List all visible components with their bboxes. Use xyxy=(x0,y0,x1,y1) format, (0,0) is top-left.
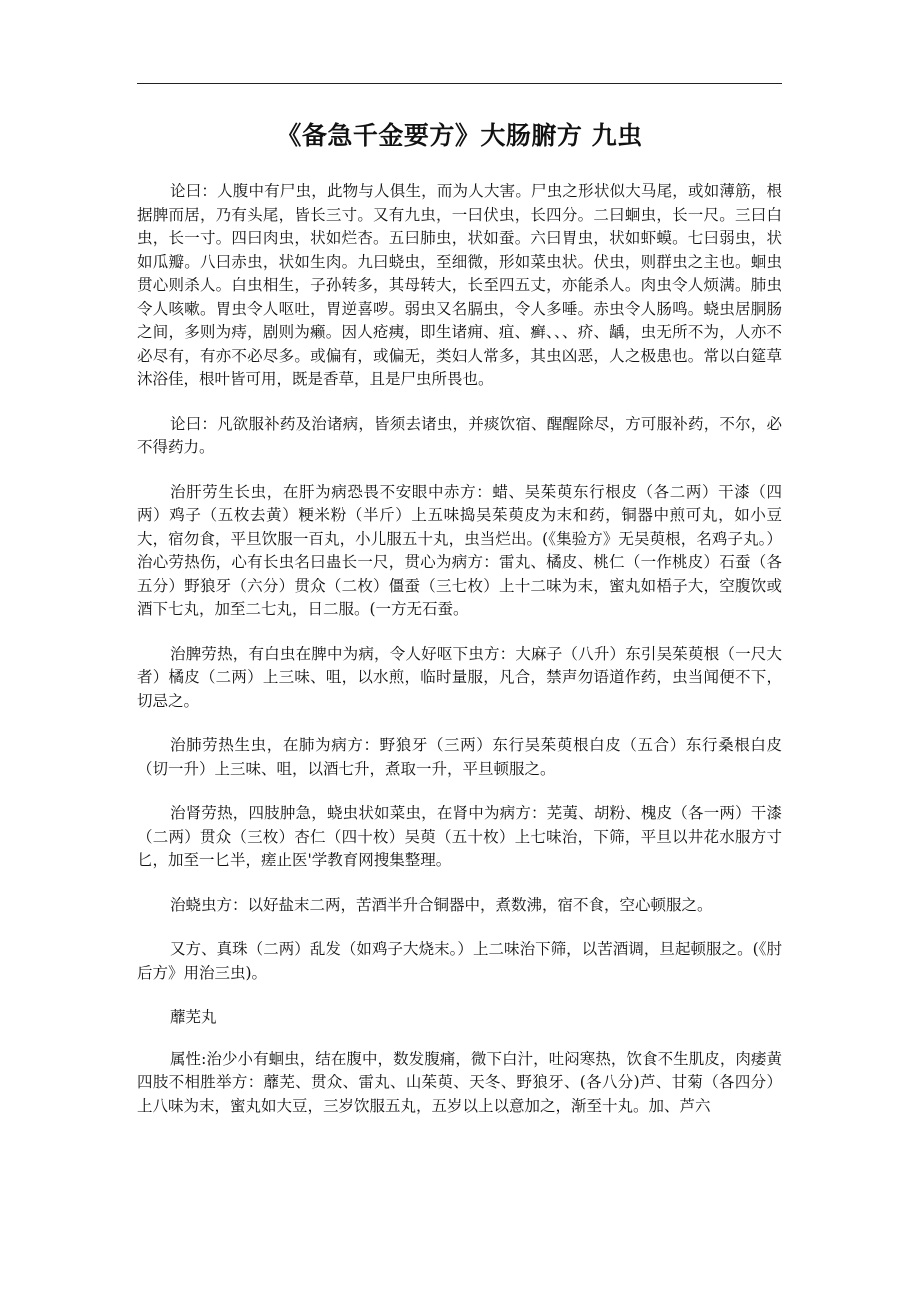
paragraph-mi-wu-wan-properties: 属性:治少小有蛔虫，结在腹中，数发腹痛，微下白汁，吐闷寒热，饮食不生肌皮，肉痿黄四肢不相胜举方：蘼芜、贯众、雷丸、山茱萸、天冬、野狼牙、(各八分)芦、甘菊（各四分）上八味为末，蜜丸如大豆，三岁饮服五丸，五岁以上以意加之，渐至十丸。加、芦六 xyxy=(137,1049,782,1115)
paragraph-lun-yue-nine-worms: 论曰：人腹中有尸虫，此物与人俱生，而为人大害。尸虫之形状似大马尾，或如薄筋，根据脾而居，乃有头尾，皆长三寸。又有九虫，一曰伏虫，长四分。二曰蛔虫，长一尺。三曰白虫，长一寸。四曰肉虫，状如烂杏。五曰肺虫，状如蚕。六曰胃虫，状如虾蟆。七曰弱虫，状如瓜瓣。八曰赤虫，状如生肉。九曰蛲虫，至细微，形如菜虫状。伏虫，则群虫之主也。蛔虫贯心则杀人。白虫相生，子孙转多，其母转大，长至四五丈，亦能杀人。肉虫令人烦满。肺虫令人咳嗽。胃虫令人呕吐，胃逆喜哕。弱虫又名膈虫，令人多唾。赤虫令人肠鸣。蛲虫居胴肠之间，多则为痔，剧则为癞。因人疮痍，即生诸痈、疽、癣、、、疥、龋，虫无所不为，人亦不必尽有，有亦不必尽多。或偏有，或偏无，类妇人常多，其虫凶恶，人之极患也。常以白筵草沐浴佳，根叶皆可用，既是香草，且是尸虫所畏也。 xyxy=(137,182,782,388)
section-heading-mi-wu-wan: 蘼芜丸 xyxy=(170,1008,217,1026)
paragraph-liver-heart-formula: 治肝劳生长虫，在肝为病恐畏不安眼中赤方：蜡、吴茱萸东行根皮（各二两）干漆（四两）鸡子（五枚去黄）粳米粉（半斤）上五味捣吴茱萸皮为末和药，铜器中煎可丸，如小豆大，宿勿食，平旦饮服一百丸，小儿服五十丸，虫当烂出。(《集验方》无吴萸根，名鸡子丸。）治心劳热伤，心有长虫名曰蛊长一尺，贯心为病方：雷丸、橘皮、桃仁（一作桃皮）石蚕（各五分）野狼牙（六分）贯众（二枚）僵蚕（三七枚）上十二味为末，蜜丸如梧子大，空腹饮或酒下七丸，加至二七丸，日二服。(一方无石蚕。 xyxy=(137,482,782,618)
top-horizontal-rule xyxy=(137,83,782,84)
paragraph-alternate-formula: 又方、真珠（二两）乱发（如鸡子大烧末。）上二味治下筛，以苦酒调，旦起顿服之。(《肘后方》用治三虫)。 xyxy=(137,940,782,982)
paragraph-lung-formula: 治肺劳热生虫，在肺为病方：野狼牙（三两）东行吴茱萸根白皮（五合）东行桑根白皮（切一升）上三味、咀，以酒七升，煮取一升，平旦顿服之。 xyxy=(137,736,782,778)
document-title: 《备急千金要方》大肠腑方 九虫 xyxy=(276,121,643,150)
document-body xyxy=(137,180,782,1139)
paragraph-pinworm-formula: 治蛲虫方：以好盐末二两，苦酒半升合铜器中，煮数沸，宿不食，空心顿服之。 xyxy=(170,895,713,914)
paragraph-kidney-formula: 治肾劳热，四肢肿急，蛲虫状如菜虫，在肾中为病方：芜荑、胡粉、槐皮（各一两）干漆（二两）贯众（三枚）杏仁（四十枚）吴萸（五十枚）上七味治，下筛，平旦以井花水服方寸匕，加至一匕半，瘥止医'学教育网搜集整理。 xyxy=(137,804,782,869)
paragraph-lun-yue-tonic: 论曰：凡欲服补药及治诸病，皆须去诸虫，并痰饮宿、醒醒除尽，方可服补药，不尔，必不得药力。 xyxy=(137,414,782,456)
paragraph-spleen-formula: 治脾劳热，有白虫在脾中为病，令人好呕下虫方：大麻子（八升）东引吴茱萸根（一尺大者）橘皮（二两）上三味、咀，以水煎，临时量服，凡合，禁声勿语道作药，虫当闻便不下，切忌之。 xyxy=(137,644,782,710)
